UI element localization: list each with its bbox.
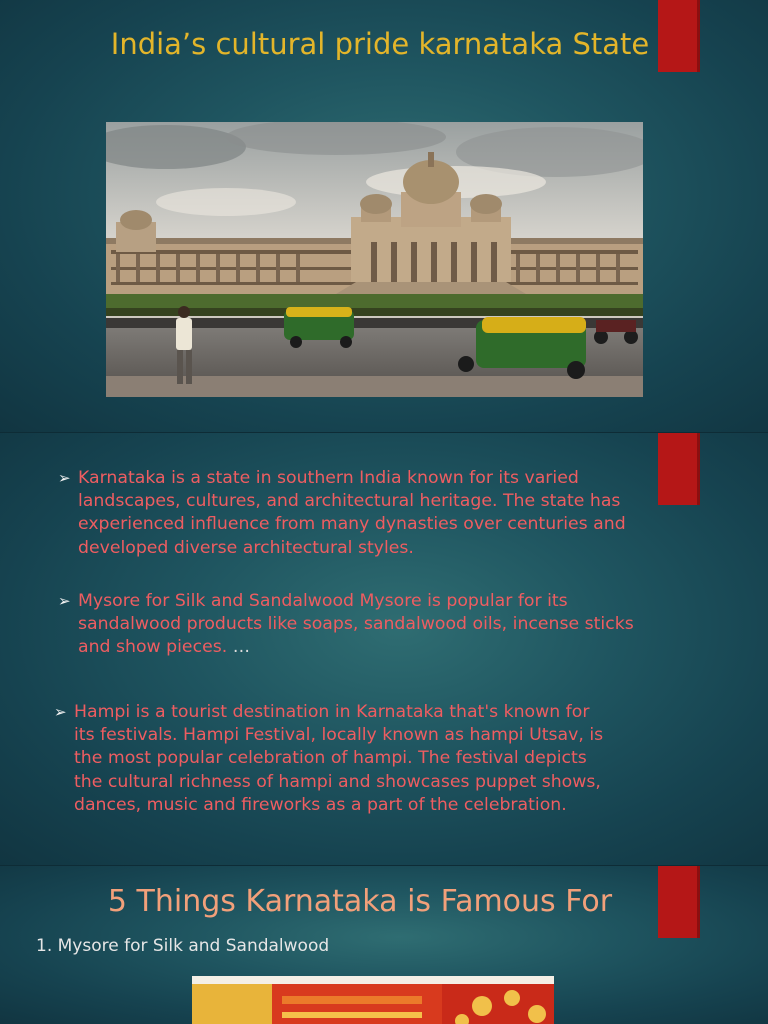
bullet-hampi — [54, 701, 614, 817]
bullet-text: Hampi is a tourist destination in Karnataka that's known for its festivals. Hampi Festival, locally known as hampi Utsav, is the most popular celebration of hampi. The festival depicts the cultural richness of hampi and showcases puppet shows, dances, music and fireworks as a part of the celebration. — [74, 702, 604, 815]
bullet-text: Mysore for Silk and Sandalwood Mysore is popular for its sandalwood products like soaps, sandalwood oils, incense sticks and show pieces. — [78, 591, 634, 658]
bullet-text: Karnataka is a state in southern India known for its varied landscapes, cultures, and architectural heritage. The state has experienced influence from many dynasties over centuries and developed diverse architectural styles. — [78, 468, 626, 558]
bullet-karnataka — [58, 467, 638, 560]
section-heading: 5 Things Karnataka is Famous For — [107, 884, 613, 919]
vidhana-soudha-photo — [106, 122, 643, 397]
slide-3 — [0, 866, 768, 1024]
ellipsis-marker: … — [232, 637, 250, 658]
silk-saree-photo — [192, 976, 554, 1024]
accent-bar — [658, 866, 700, 938]
arrow-bullet-icon: ➢ — [58, 592, 71, 610]
arrow-bullet-icon: ➢ — [58, 469, 71, 487]
accent-bar — [658, 433, 700, 505]
arrow-bullet-icon: ➢ — [54, 703, 67, 721]
bullet-mysore — [58, 590, 638, 660]
list-item: 1. Mysore for Silk and Sandalwood — [36, 936, 330, 956]
accent-bar — [658, 0, 700, 72]
slide-2 — [0, 433, 768, 865]
slide-1 — [0, 0, 768, 432]
slide-title: India’s cultural pride karnataka State — [110, 27, 650, 61]
